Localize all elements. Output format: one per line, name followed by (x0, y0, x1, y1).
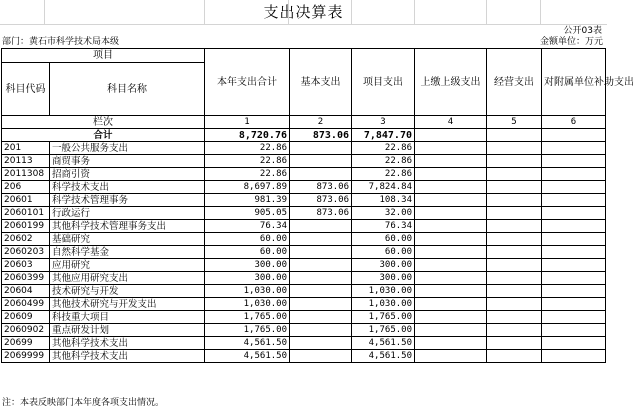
empty-cell (487, 129, 542, 142)
empty-cell (415, 337, 487, 350)
account-name-cell: 重点研发计划 (50, 324, 205, 337)
empty-cell (487, 168, 542, 181)
empty-cell (415, 220, 487, 233)
account-code-cell: 201 (2, 142, 50, 155)
empty-cell (415, 129, 487, 142)
table-row (2, 259, 606, 272)
account-code-cell: 2060199 (2, 220, 50, 233)
empty-cell (487, 259, 542, 272)
account-code-cell: 20602 (2, 233, 50, 246)
empty-cell (542, 311, 606, 324)
account-name-cell: 科技重大项目 (50, 311, 205, 324)
empty-cell (415, 285, 487, 298)
empty-cell (542, 194, 606, 207)
account-name-cell: 科学技术支出 (50, 181, 205, 194)
total-cell: 4,561.50 (205, 337, 290, 350)
project-cell: 60.00 (352, 233, 415, 246)
total-cell: 22.86 (205, 155, 290, 168)
empty-cell (415, 350, 487, 363)
account-code-cell: 2011308 (2, 168, 50, 181)
project-cell: 76.34 (352, 220, 415, 233)
seq-label: 栏次 (2, 116, 205, 129)
empty-cell (487, 142, 542, 155)
empty-cell (542, 142, 606, 155)
total-project: 7,847.70 (352, 129, 415, 142)
empty-cell (415, 246, 487, 259)
table-row (2, 233, 606, 246)
empty-cell (487, 311, 542, 324)
account-code-cell: 20113 (2, 155, 50, 168)
empty-cell (487, 285, 542, 298)
empty-cell (542, 129, 606, 142)
gridline (288, 0, 289, 24)
empty-cell (415, 207, 487, 220)
total-cell: 300.00 (205, 272, 290, 285)
account-name-cell: 基础研究 (50, 233, 205, 246)
account-name-cell: 其他科学技术支出 (50, 337, 205, 350)
total-cell: 1,765.00 (205, 311, 290, 324)
table-row (2, 207, 606, 220)
gridline (0, 24, 607, 25)
gridline (414, 0, 415, 24)
account-code-cell: 2069999 (2, 350, 50, 363)
total-cell: 1,030.00 (205, 285, 290, 298)
footnote: 注：本表反映部门本年度各项支出情况。 (2, 398, 165, 408)
header-basic: 基本支出 (290, 49, 352, 116)
project-cell: 32.00 (352, 207, 415, 220)
table-row (2, 181, 606, 194)
basic-cell (290, 220, 352, 233)
gridline (486, 0, 487, 24)
project-cell: 4,561.50 (352, 337, 415, 350)
department-label: 部门：黄石市科学技术局本级 (2, 37, 120, 47)
basic-cell (290, 311, 352, 324)
account-name-cell: 科学技术管理事务 (50, 194, 205, 207)
seq-col: 6 (542, 116, 606, 129)
project-cell: 4,561.50 (352, 350, 415, 363)
empty-cell (415, 168, 487, 181)
project-cell: 300.00 (352, 259, 415, 272)
expenditure-table (1, 48, 634, 363)
project-cell: 22.86 (352, 142, 415, 155)
empty-cell (542, 246, 606, 259)
total-cell: 22.86 (205, 142, 290, 155)
empty-cell (487, 324, 542, 337)
seq-col: 3 (352, 116, 415, 129)
total-cell: 905.05 (205, 207, 290, 220)
basic-cell (290, 285, 352, 298)
total-cell: 60.00 (205, 246, 290, 259)
empty-cell (487, 337, 542, 350)
account-name-cell: 其他应用研究支出 (50, 272, 205, 285)
empty-cell (487, 272, 542, 285)
total-cell: 8,697.89 (205, 181, 290, 194)
project-cell: 7,824.84 (352, 181, 415, 194)
seq-col: 2 (290, 116, 352, 129)
empty-cell (542, 272, 606, 285)
table-row (2, 272, 606, 285)
table-row (2, 350, 606, 363)
empty-cell (542, 350, 606, 363)
empty-cell (487, 350, 542, 363)
header-subsidy: 对附属单位补助支出 (542, 49, 606, 116)
empty-cell (542, 168, 606, 181)
empty-cell (415, 324, 487, 337)
total-label: 合计 (2, 129, 205, 142)
empty-cell (542, 181, 606, 194)
account-name-cell: 一般公共服务支出 (50, 142, 205, 155)
empty-cell (542, 285, 606, 298)
basic-cell (290, 324, 352, 337)
empty-cell (542, 233, 606, 246)
gridline (351, 0, 352, 24)
empty-cell (487, 298, 542, 311)
account-name-cell: 其他科学技术支出 (50, 350, 205, 363)
table-row (2, 220, 606, 233)
table-row (2, 311, 606, 324)
table-row (2, 168, 606, 181)
table-row (2, 298, 606, 311)
basic-cell: 873.06 (290, 207, 352, 220)
seq-col: 5 (487, 116, 542, 129)
table-row (2, 155, 606, 168)
table-row (2, 285, 606, 298)
empty-cell (542, 207, 606, 220)
table-row (2, 142, 606, 155)
total-cell: 1,765.00 (205, 324, 290, 337)
basic-cell (290, 168, 352, 181)
project-cell: 60.00 (352, 246, 415, 259)
project-cell: 22.86 (352, 155, 415, 168)
basic-cell (290, 246, 352, 259)
account-code-cell: 20609 (2, 311, 50, 324)
basic-cell: 873.06 (290, 181, 352, 194)
header-name: 科目名称 (50, 63, 205, 116)
account-code-cell: 2060902 (2, 324, 50, 337)
empty-cell (542, 220, 606, 233)
empty-cell (487, 181, 542, 194)
total-amount: 8,720.76 (205, 129, 290, 142)
empty-cell (487, 194, 542, 207)
account-code-cell: 20604 (2, 285, 50, 298)
empty-cell (542, 298, 606, 311)
empty-cell (415, 181, 487, 194)
basic-cell (290, 298, 352, 311)
empty-cell (542, 259, 606, 272)
empty-cell (415, 155, 487, 168)
table-row (2, 337, 606, 350)
account-name-cell: 技术研究与开发 (50, 285, 205, 298)
gridline (44, 0, 45, 24)
seq-col: 1 (205, 116, 290, 129)
empty-cell (415, 142, 487, 155)
table-row (2, 324, 606, 337)
empty-cell (415, 259, 487, 272)
basic-cell: 873.06 (290, 194, 352, 207)
empty-cell (415, 194, 487, 207)
basic-cell (290, 155, 352, 168)
table-row (2, 194, 606, 207)
header-operating: 经营支出 (487, 49, 542, 116)
account-name-cell: 自然科学基金 (50, 246, 205, 259)
account-code-cell: 20601 (2, 194, 50, 207)
total-cell: 60.00 (205, 233, 290, 246)
empty-cell (487, 155, 542, 168)
total-cell: 300.00 (205, 259, 290, 272)
empty-cell (542, 337, 606, 350)
basic-cell (290, 272, 352, 285)
empty-cell (415, 298, 487, 311)
table-row (2, 246, 606, 259)
account-code-cell: 2060101 (2, 207, 50, 220)
header-project: 项目 (2, 49, 205, 63)
empty-cell (542, 155, 606, 168)
header-code: 科目代码 (2, 63, 50, 116)
gridline (540, 0, 541, 24)
account-code-cell: 20699 (2, 337, 50, 350)
account-name-cell: 商贸事务 (50, 155, 205, 168)
basic-cell (290, 337, 352, 350)
account-name-cell: 应用研究 (50, 259, 205, 272)
unit-label: 金额单位：万元 (539, 37, 603, 47)
project-cell: 108.34 (352, 194, 415, 207)
project-cell: 1,030.00 (352, 285, 415, 298)
header-project-expense: 项目支出 (352, 49, 415, 116)
account-code-cell: 2060399 (2, 272, 50, 285)
empty-cell (415, 233, 487, 246)
empty-cell (542, 324, 606, 337)
total-cell: 981.39 (205, 194, 290, 207)
header-upper-remit: 上缴上级支出 (415, 49, 487, 116)
total-cell: 1,030.00 (205, 298, 290, 311)
account-name-cell: 其他技术研究与开发支出 (50, 298, 205, 311)
gridline (204, 0, 205, 24)
empty-cell (415, 311, 487, 324)
account-code-cell: 206 (2, 181, 50, 194)
account-name-cell: 招商引资 (50, 168, 205, 181)
empty-cell (487, 246, 542, 259)
total-cell: 76.34 (205, 220, 290, 233)
table-title: 支出决算表 (263, 3, 344, 21)
seq-col: 4 (415, 116, 487, 129)
total-cell: 22.86 (205, 168, 290, 181)
project-cell: 300.00 (352, 272, 415, 285)
header-total: 本年支出合计 (205, 49, 290, 116)
account-code-cell: 2060499 (2, 298, 50, 311)
project-cell: 1,765.00 (352, 324, 415, 337)
empty-cell (415, 272, 487, 285)
empty-cell (487, 207, 542, 220)
project-cell: 22.86 (352, 168, 415, 181)
account-name-cell: 行政运行 (50, 207, 205, 220)
total-cell: 4,561.50 (205, 350, 290, 363)
basic-cell (290, 259, 352, 272)
basic-cell (290, 142, 352, 155)
form-number: 公开03表 (563, 26, 602, 36)
account-code-cell: 2060203 (2, 246, 50, 259)
project-cell: 1,765.00 (352, 311, 415, 324)
basic-cell (290, 233, 352, 246)
account-code-cell: 20603 (2, 259, 50, 272)
account-name-cell: 其他科学技术管理事务支出 (50, 220, 205, 233)
empty-cell (487, 233, 542, 246)
total-basic: 873.06 (290, 129, 352, 142)
empty-cell (487, 220, 542, 233)
basic-cell (290, 350, 352, 363)
project-cell: 1,030.00 (352, 298, 415, 311)
